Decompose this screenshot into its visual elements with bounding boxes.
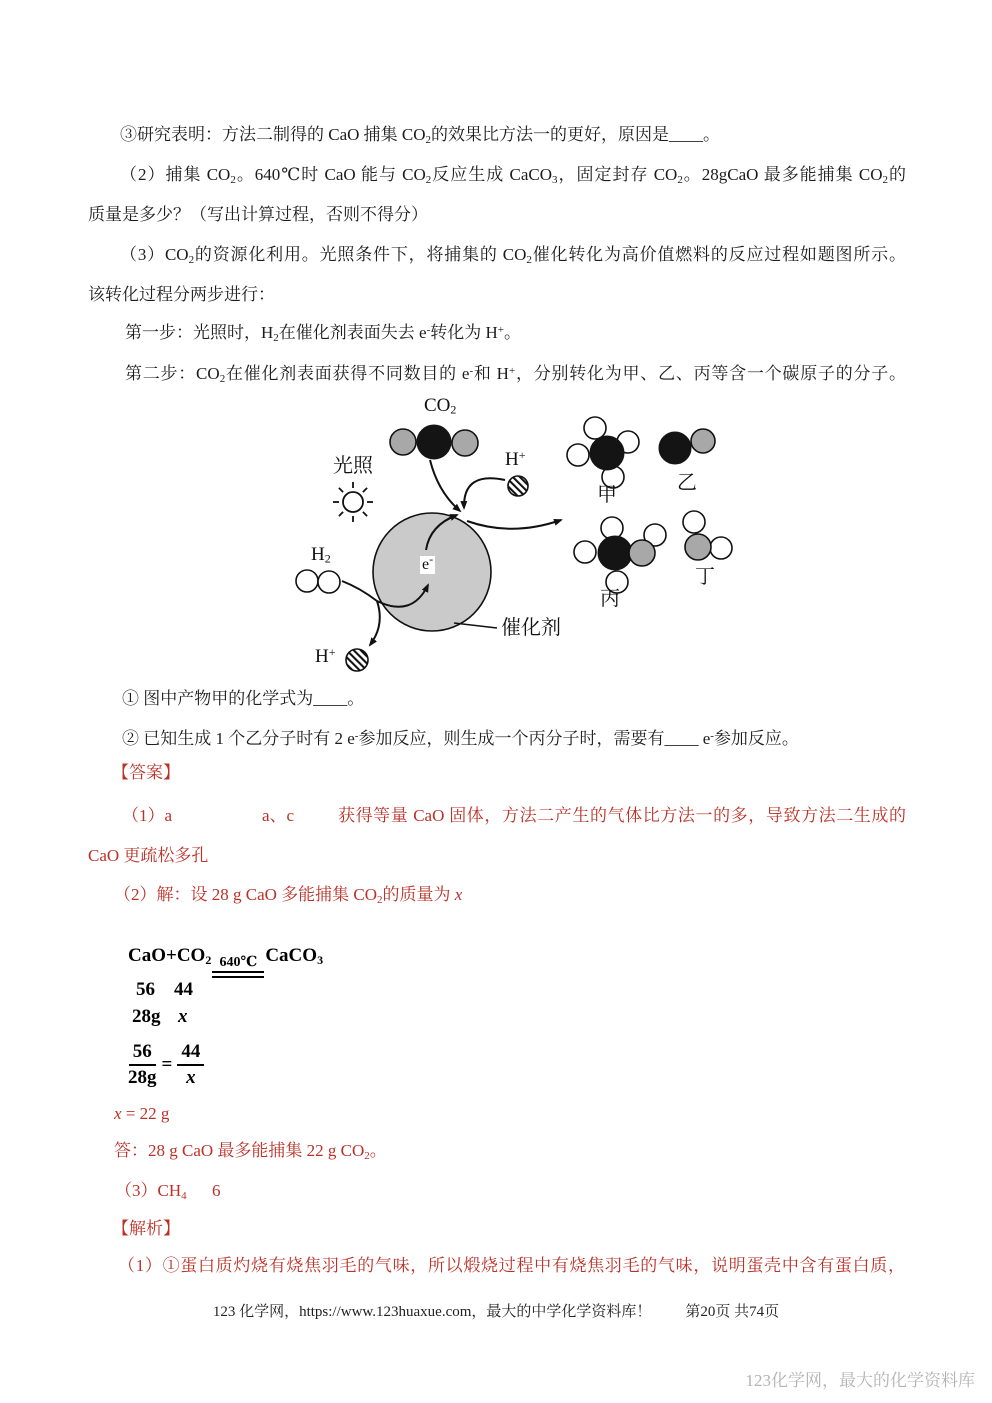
- molar-mass-cao: 56: [136, 979, 155, 1000]
- fraction-left: $\frac{56}{28g}$: [128, 1041, 157, 1088]
- answer-1-b: a、c: [262, 806, 295, 825]
- answer-2-setup: （2）解：设 28 g CaO 多能捕集 $CO_2$的质量为 x: [114, 885, 463, 906]
- question-2-line2: 质量是多少？（写出计算过程，否则不得分）: [88, 205, 428, 224]
- product-jia-label: 甲: [597, 484, 617, 506]
- sun-icon: [333, 482, 373, 522]
- product-ding-molecule: [683, 511, 732, 560]
- co2-label: $CO_2$: [424, 395, 457, 417]
- product-yi-label: 乙: [677, 472, 697, 494]
- molar-mass-co2: 44: [174, 979, 193, 1000]
- fraction-right: $\frac{44}{x}$: [177, 1041, 204, 1089]
- arrow-hplus-to-junction: [464, 478, 505, 508]
- product-ding-label: 丁: [695, 566, 715, 588]
- hplus-top-label: H+: [505, 448, 526, 470]
- unknown-mass-x: x: [178, 1006, 188, 1027]
- electron-label: e-: [422, 552, 434, 573]
- h2-molecule: [296, 570, 340, 593]
- question-2-line1: （2）捕集 $CO_2$。640℃时 CaO 能与 $CO_2$反应生成 CaCO$_3$，固定封存 $CO_2$。28gCaO 最多能捕集 $CO_2$的: [120, 165, 907, 186]
- answer-3-electrons: 6: [212, 1181, 221, 1200]
- light-label: 光照: [333, 455, 373, 477]
- hplus-bottom-label: H+: [315, 645, 336, 667]
- co2-molecule: [390, 425, 478, 459]
- equation-lhs: $CaO+CO_2$: [128, 945, 212, 967]
- product-bing-molecule: [574, 517, 666, 593]
- line-h2-to-catalyst: [342, 581, 377, 601]
- catalyst-pointer-line: [454, 623, 497, 628]
- answer-header: 【答案】: [112, 763, 180, 782]
- product-bing-label: 丙: [600, 588, 620, 610]
- proportion-row: [128, 1041, 204, 1089]
- analysis-header: 【解析】: [112, 1219, 180, 1238]
- answer-1-explanation-line2: CaO 更疏松多孔: [88, 846, 209, 865]
- hplus-bottom-atom: [346, 649, 368, 671]
- sub-question-2: ② 已知生成 1 个乙分子时有 2 e-参加反应，则生成一个丙分子时，需要有____ e-参加反应。: [122, 729, 799, 748]
- product-jia-molecule: [567, 417, 639, 488]
- h2-label: $H_2$: [311, 544, 331, 566]
- footer-page-info: 第20页 共74页: [685, 1304, 780, 1320]
- footer-site-info: 123 化学网，https://www.123huaxue.com，最大的中学化学资料库！: [212, 1304, 652, 1320]
- step-2-text: 第二步：$CO_2$在催化剂表面获得不同数目的 e-和 H+，分别转化为甲、乙、丙等含一个碳原子的分子。: [125, 364, 907, 385]
- equation-line: [128, 945, 323, 978]
- chemical-equation-block: [128, 945, 388, 1095]
- given-mass-cao: 28g: [132, 1006, 161, 1027]
- hplus-top-atom: [508, 476, 528, 496]
- arrow-to-hplus-bottom: [370, 601, 380, 645]
- question-3-line1: $(3)CO_2$的资源化利用。光照条件下，将捕集的 $CO_2$催化转化为高价值燃料的反应过程如题图所示。: [120, 245, 906, 266]
- equation-condition: 640℃: [212, 956, 264, 978]
- note-method2-better: ③研究表明：方法二制得的 CaO 捕集 $CO_2$的效果比方法一的更好，原因是____。: [120, 125, 721, 146]
- page-footer: [0, 1300, 992, 1321]
- step-1-text: 第一步：光照时，$H_2$在催化剂表面失去 e-转化为 H+。: [125, 323, 521, 344]
- arrow-co2-to-junction: [430, 460, 460, 511]
- answer-1-a: （1）a: [122, 806, 173, 825]
- answer-2-final: 答：28 g CaO 最多能捕集 22 g $CO_2$。: [114, 1141, 387, 1162]
- question-3-line2: 该转化过程分两步进行：: [88, 285, 275, 304]
- double-line: [212, 971, 264, 978]
- analysis-line1: （1）①蛋白质灼烧有烧焦羽毛的气味，所以煅烧过程中有烧焦羽毛的气味，说明蛋壳中含有蛋白质，: [118, 1256, 905, 1275]
- catalyst-label: 催化剂: [501, 617, 561, 639]
- sub-question-1: ① 图中产物甲的化学式为____。: [122, 689, 365, 708]
- equals-sign: =: [161, 1053, 173, 1075]
- product-yi-molecule: [659, 429, 715, 464]
- answer-1-explanation-line1: 获得等量 CaO 固体，方法二产生的气体比方法一的多，导致方法二生成的: [338, 806, 906, 825]
- equation-rhs: CaCO$_3$: [265, 945, 324, 967]
- arrow-junction-to-products: [467, 520, 561, 529]
- answer-2-x-value: x = 22 g: [114, 1104, 170, 1123]
- answer-3-formula: $(3)CH_4$: [115, 1181, 187, 1202]
- watermark-text: 123化学网，最大的化学资料库: [745, 1371, 975, 1390]
